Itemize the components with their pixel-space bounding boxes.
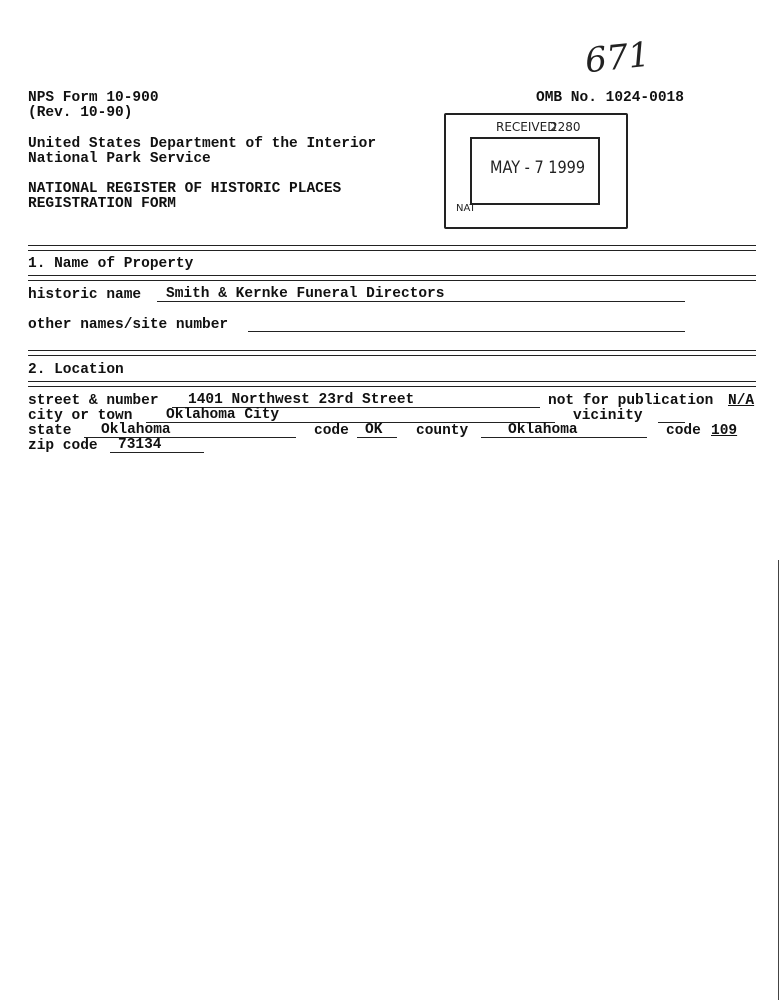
other-names-line bbox=[248, 331, 685, 332]
street-value: 1401 Northwest 23rd Street bbox=[188, 392, 415, 408]
county-label: county bbox=[416, 423, 469, 439]
historic-name-value: Smith & Kernke Funeral Directors bbox=[166, 286, 445, 302]
section-divider bbox=[28, 275, 756, 281]
zip-label: zip code bbox=[28, 438, 98, 454]
omb-number: OMB No. 1024-0018 bbox=[536, 90, 684, 106]
historic-name-label: historic name bbox=[28, 287, 142, 303]
scan-edge bbox=[778, 560, 779, 1000]
not-for-publication-value: N/A bbox=[728, 393, 755, 409]
department-name: United States Department of the Interior bbox=[28, 136, 377, 152]
vicinity-label: vicinity bbox=[573, 408, 643, 424]
form-title-line-1: NATIONAL REGISTER OF HISTORIC PLACES bbox=[28, 181, 342, 197]
other-names-label: other names/site number bbox=[28, 317, 229, 333]
county-code-label: code bbox=[666, 423, 701, 439]
service-name: National Park Service bbox=[28, 151, 211, 167]
stamp-received-label: RECEIVED bbox=[496, 120, 557, 134]
zip-value: 73134 bbox=[118, 437, 162, 453]
handwritten-number: 671 bbox=[583, 34, 652, 82]
city-value: Oklahoma City bbox=[166, 407, 280, 423]
form-title-line-2: REGISTRATION FORM bbox=[28, 196, 176, 212]
state-code-label: code bbox=[314, 423, 349, 439]
section-2-heading: 2. Location bbox=[28, 362, 124, 378]
county-value: Oklahoma bbox=[508, 422, 578, 438]
form-number: NPS Form 10-900 bbox=[28, 90, 159, 106]
street-label: street & number bbox=[28, 393, 159, 409]
state-value: Oklahoma bbox=[101, 422, 171, 438]
stamp-date: MAY - 7 1999 bbox=[490, 158, 586, 178]
form-revision: (Rev. 10-90) bbox=[28, 105, 133, 121]
section-divider bbox=[28, 245, 756, 251]
section-divider bbox=[28, 381, 756, 387]
stamp-received-number: 2280 bbox=[550, 120, 581, 134]
state-code-value: OK bbox=[365, 422, 383, 438]
section-1-heading: 1. Name of Property bbox=[28, 256, 194, 272]
city-label: city or town bbox=[28, 408, 133, 424]
section-divider bbox=[28, 350, 756, 356]
county-code-value: 109 bbox=[711, 423, 738, 439]
not-for-publication-label: not for publication bbox=[548, 393, 714, 409]
state-label: state bbox=[28, 423, 72, 439]
stamp-bottom-text: NAT bbox=[456, 203, 476, 214]
